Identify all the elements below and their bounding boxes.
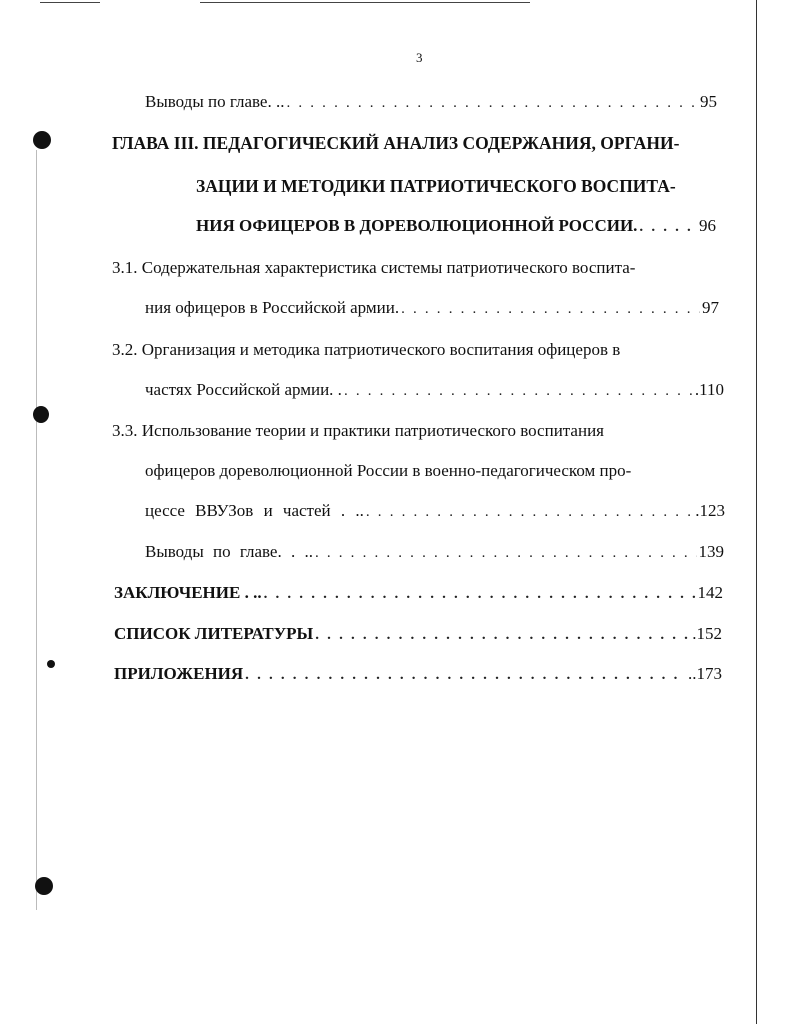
toc-entry-text: 3.1. Содержательная характеристика системы патриотического воспита- [112,258,636,277]
toc-entry-page: 142 [697,583,723,602]
punch-hole-mark [33,406,49,423]
chapter-heading-line: ГЛАВА III. ПЕДАГОГИЧЕСКИЙ АНАЛИЗ СОДЕРЖАНИЯ, ОРГАНИ- [112,133,680,153]
toc-entry-label: ЗАКЛЮЧЕНИЕ . .. [114,583,262,602]
toc-entry-s32 [145,380,724,401]
toc-entry-text: офицеров дореволюционной России в военно-педагогическом про- [145,461,632,480]
toc-entry-label: частях Российской армии. . [145,380,342,399]
toc-entry-ch3 [196,216,716,237]
toc-entry-page: .110 [694,380,724,399]
toc-entry-ch2-summary [145,92,717,113]
chapter-heading-line: НИЯ ОФИЦЕРОВ В ДОРЕВОЛЮЦИОННОЙ РОССИИ. [196,216,638,235]
toc-entry-page: .123 [695,501,725,520]
dot-leader [264,584,696,604]
toc-entry-text: 3.3. Использование теории и практики патриотического воспитания [112,421,604,440]
punch-hole-mark [35,877,53,895]
toc-entry-label: Выводы по главе. . .. [145,542,313,561]
dot-leader [639,217,697,237]
toc-entry-page: 96 [699,216,716,235]
dot-leader [344,381,693,401]
chapter-heading-line: ЗАЦИИ И МЕТОДИКИ ПАТРИОТИЧЕСКОГО ВОСПИТА- [196,176,676,196]
dot-leader [366,502,693,522]
page-number: 3 [416,50,423,65]
toc-entry-label: цессе ВВУЗов и частей . .. [145,501,364,520]
toc-entry-label: ния офицеров в Российской армии. [145,298,400,317]
dot-leader [315,543,697,563]
toc-entry-label: СПИСОК ЛИТЕРАТУРЫ [114,624,314,643]
toc-entry-page: 95 [700,92,717,111]
toc-entry-page: .152 [692,624,722,643]
scan-edge-line [200,2,530,3]
toc-entry-conclusion [114,583,723,604]
toc-entry-s33 [145,501,725,522]
dot-leader [286,93,698,113]
dot-leader [245,665,686,685]
scan-speck [47,660,55,668]
toc-entry-label: ПРИЛОЖЕНИЯ [114,664,244,683]
dot-leader [401,299,700,319]
dot-leader [315,625,690,645]
toc-entry-s31 [145,298,719,319]
toc-entry-page: ..173 [688,664,722,683]
scan-left-edge [36,150,37,910]
toc-entry-label: Выводы по главе. .. [145,92,285,111]
toc-entry-appendices [114,664,722,685]
toc-entry-page: 97 [702,298,719,317]
scan-edge-line [40,2,100,3]
toc-entry-text: 3.2. Организация и методика патриотического воспитания офицеров в [112,340,621,359]
toc-entry-references [114,624,722,645]
punch-hole-mark [33,131,51,149]
toc-entry-page: 139 [698,542,724,561]
scan-right-edge [756,0,757,1024]
toc-entry-ch3-summary [145,542,724,563]
